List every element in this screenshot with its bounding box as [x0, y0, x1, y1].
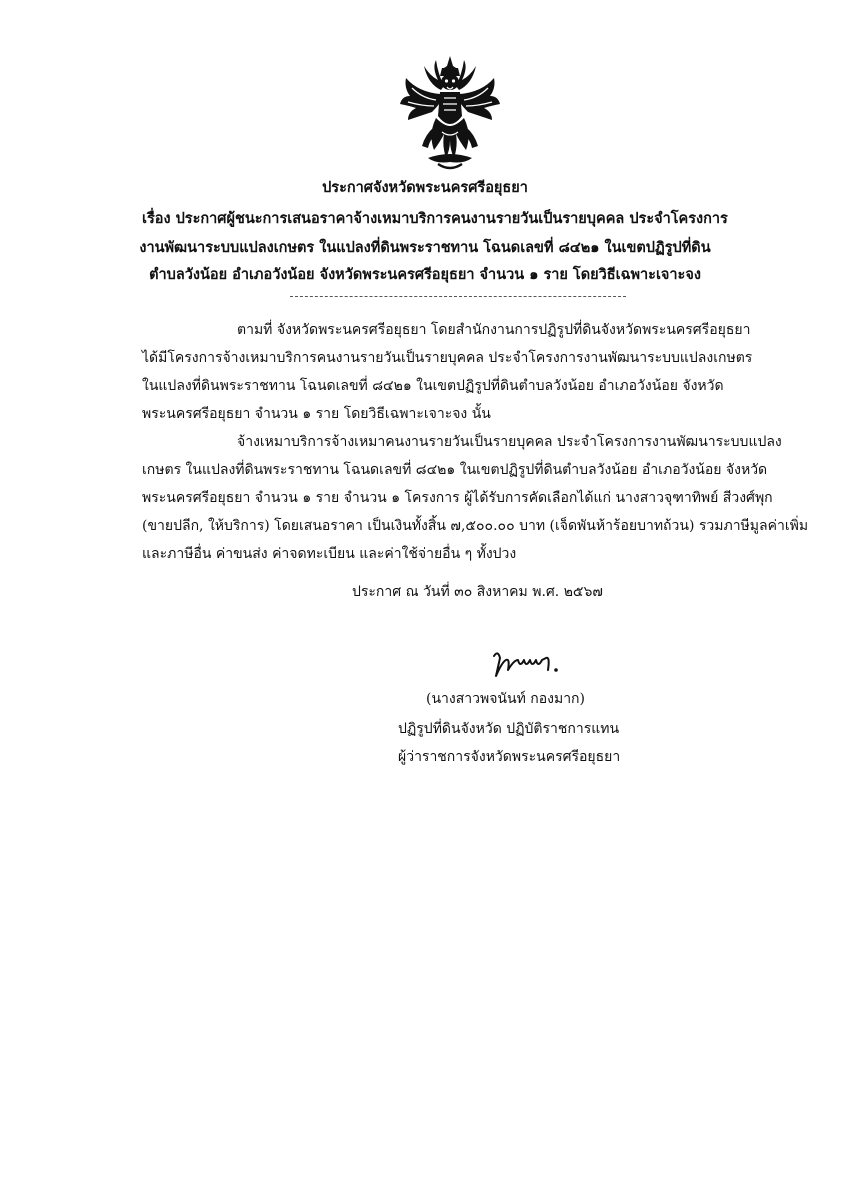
- announcement-date: ประกาศ ณ วันที่ ๓๐ สิงหาคม พ.ศ. ๒๕๖๗: [352, 584, 603, 600]
- handwritten-signature-icon: [488, 648, 564, 680]
- paragraph-1: [142, 316, 753, 428]
- document-title: ประกาศจังหวัดพระนครศรีอยุธยา: [322, 179, 528, 196]
- signer-position-1: ปฏิรูปที่ดินจังหวัด ปฏิบัติราชการแทน: [398, 721, 620, 737]
- separator-rule: [290, 296, 626, 297]
- paragraph-2-line: พระนครศรีอยุธยา จำนวน ๑ ราย จำนวน ๑ โครงการ ผู้ได้รับการคัดเลือกได้แก่ นางสาวจุฑาทิพย์ สีวงศ์พุก: [142, 490, 773, 506]
- paragraph-2-line: เกษตร ในแปลงที่ดินพระราชทาน โฉนดเลขที่ ๘๔๒๑ ในเขตปฏิรูปที่ดินตำบลวังน้อย อำเภอวังน้อย จังหวัด: [142, 462, 768, 478]
- paragraph-2: [142, 428, 809, 568]
- paragraph-1-line: ตามที่ จังหวัดพระนครศรีอยุธยา โดยสำนักงานการปฏิรูปที่ดินจังหวัดพระนครศรีอยุธยา: [237, 322, 751, 338]
- paragraph-1-line: ได้มีโครงการจ้างเหมาบริการคนงานรายวันเป็นรายบุคคล ประจำโครงการงานพัฒนาระบบแปลงเกษตร: [142, 350, 753, 366]
- signer-name: (นางสาวพจนันท์ กองมาก): [426, 691, 585, 707]
- signer-position-2: ผู้ว่าราชการจังหวัดพระนครศรีอยุธยา: [398, 749, 621, 765]
- paragraph-1-line: พระนครศรีอยุธยา จำนวน ๑ ราย โดยวิธีเฉพาะเจาะจง นั้น: [142, 406, 491, 422]
- subject-line-3: ตำบลวังน้อย อำเภอวังน้อย จังหวัดพระนครศรีอยุธยา จำนวน ๑ ราย โดยวิธีเฉพาะเจาะจง: [149, 266, 701, 283]
- paragraph-1-line: ในแปลงที่ดินพระราชทาน โฉนดเลขที่ ๘๔๒๑ ในเขตปฏิรูปที่ดินตำบลวังน้อย อำเภอวังน้อย จังหวัด: [142, 378, 724, 394]
- subject-line-2: งานพัฒนาระบบแปลงเกษตร ในแปลงที่ดินพระราชทาน โฉนดเลขที่ ๘๔๒๑ ในเขตปฏิรูปที่ดิน: [139, 239, 711, 256]
- paragraph-2-line: จ้างเหมาบริการจ้างเหมาคนงานรายวันเป็นรายบุคคล ประจำโครงการงานพัฒนาระบบแปลง: [237, 434, 782, 450]
- paragraph-2-line: และภาษีอื่น ค่าขนส่ง ค่าจดทะเบียน และค่าใช้จ่ายอื่น ๆ ทั้งปวง: [142, 546, 517, 562]
- garuda-emblem-icon: [398, 54, 502, 172]
- subject-line-1: เรื่อง ประกาศผู้ชนะการเสนอราคาจ้างเหมาบริการคนงานรายวันเป็นรายบุคคล ประจำโครงการ: [142, 210, 728, 227]
- paragraph-2-line: (ขายปลีก, ให้บริการ) โดยเสนอราคา เป็นเงินทั้งสิ้น ๗,๕๐๐.๐๐ บาท (เจ็ดพันห้าร้อยบาทถ้วน) รวมภาษีมูลค่าเพิ่ม: [142, 518, 809, 534]
